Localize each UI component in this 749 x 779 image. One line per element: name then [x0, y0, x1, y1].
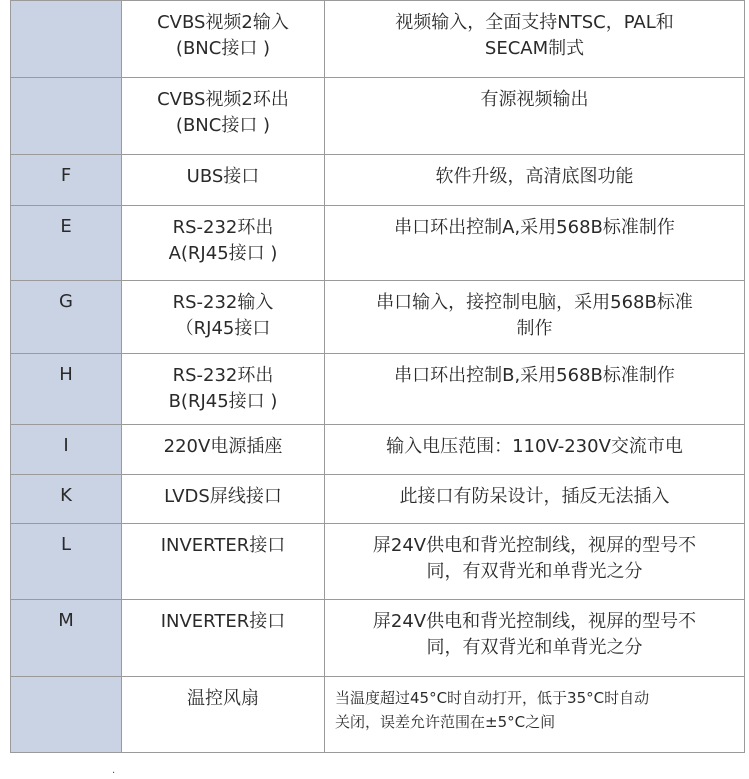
name-line: A(RJ45接口 ): [168, 243, 278, 264]
interface-name: [122, 1, 325, 78]
desc-line: 视频输入，全面支持NTSC，PAL和: [395, 12, 674, 33]
desc-line: SECAM制式: [484, 38, 585, 59]
desc-line: 此接口有防呆设计，插反无法插入: [399, 486, 670, 507]
interface-desc: [325, 524, 745, 600]
name-line: UBS接口: [186, 166, 260, 187]
desc-line: 软件升级，高清底图功能: [435, 166, 634, 187]
table-row: [11, 281, 745, 354]
row-key: L: [11, 524, 122, 600]
row-key: [11, 78, 122, 155]
name-line: （RJ45接口: [175, 318, 271, 339]
interface-desc: [325, 677, 745, 753]
name-line: LVDS屏线接口: [164, 486, 282, 507]
interface-desc: [325, 155, 745, 206]
desc-line: 同，有双背光和单背光之分: [426, 561, 643, 582]
desc-line: 有源视频输出: [480, 89, 589, 110]
row-key: H: [11, 354, 122, 425]
row-key: M: [11, 600, 122, 677]
interface-desc: [325, 281, 745, 354]
name-line: INVERTER接口: [160, 611, 286, 632]
interface-name: [122, 354, 325, 425]
interface-desc: [325, 475, 745, 524]
desc-line: 关闭，误差允许范围在±5°C之间: [335, 713, 556, 731]
name-line: RS-232环出: [172, 217, 274, 238]
row-key: G: [11, 281, 122, 354]
row-key: K: [11, 475, 122, 524]
desc-line: 同，有双背光和单背光之分: [426, 637, 643, 658]
interface-name: [122, 206, 325, 281]
table-row: [11, 78, 745, 155]
name-line: 温控风扇: [187, 688, 259, 709]
name-line: INVERTER接口: [160, 535, 286, 556]
table-row: [11, 155, 745, 206]
name-line: RS-232环出: [172, 365, 274, 386]
table-row: [11, 475, 745, 524]
table-row: [11, 354, 745, 425]
interface-name: [122, 677, 325, 753]
interface-name: [122, 425, 325, 475]
interface-desc: [325, 206, 745, 281]
row-key: [11, 677, 122, 753]
footer-mark: ·: [112, 768, 116, 779]
spec-table: [10, 0, 745, 753]
interface-name: [122, 600, 325, 677]
interface-name: [122, 78, 325, 155]
interface-name: [122, 281, 325, 354]
name-line: CVBS视频2环出: [157, 89, 289, 110]
interface-desc: [325, 354, 745, 425]
name-line: RS-232输入: [172, 292, 274, 313]
table-row: [11, 524, 745, 600]
interface-name: [122, 155, 325, 206]
interface-name: [122, 524, 325, 600]
interface-desc: [325, 78, 745, 155]
name-line: 220V电源插座: [163, 436, 283, 457]
table-row: [11, 206, 745, 281]
name-line: (BNC接口 ): [175, 38, 271, 59]
name-line: B(RJ45接口 ): [168, 391, 278, 412]
name-line: (BNC接口 ): [175, 115, 271, 136]
table-row: [11, 1, 745, 78]
table-row: [11, 600, 745, 677]
name-line: CVBS视频2输入: [157, 12, 289, 33]
desc-line: 屏24V供电和背光控制线，视屏的型号不: [372, 611, 697, 632]
interface-desc: [325, 600, 745, 677]
row-key: I: [11, 425, 122, 475]
desc-line: 输入电压范围：110V-230V交流市电: [386, 436, 683, 457]
table-row: [11, 677, 745, 753]
interface-desc: [325, 425, 745, 475]
row-key: [11, 1, 122, 78]
desc-line: 串口输入，接控制电脑，采用568B标准: [376, 292, 693, 313]
row-key: F: [11, 155, 122, 206]
row-key: E: [11, 206, 122, 281]
desc-line: 当温度超过45°C时自动打开，低于35°C时自动: [335, 689, 650, 707]
desc-line: 串口环出控制B,采用568B标准制作: [394, 365, 675, 386]
desc-line: 串口环出控制A,采用568B标准制作: [394, 217, 675, 238]
table-row: [11, 425, 745, 475]
desc-line: 制作: [516, 318, 553, 339]
interface-name: [122, 475, 325, 524]
interface-desc: [325, 1, 745, 78]
desc-line: 屏24V供电和背光控制线，视屏的型号不: [372, 535, 697, 556]
